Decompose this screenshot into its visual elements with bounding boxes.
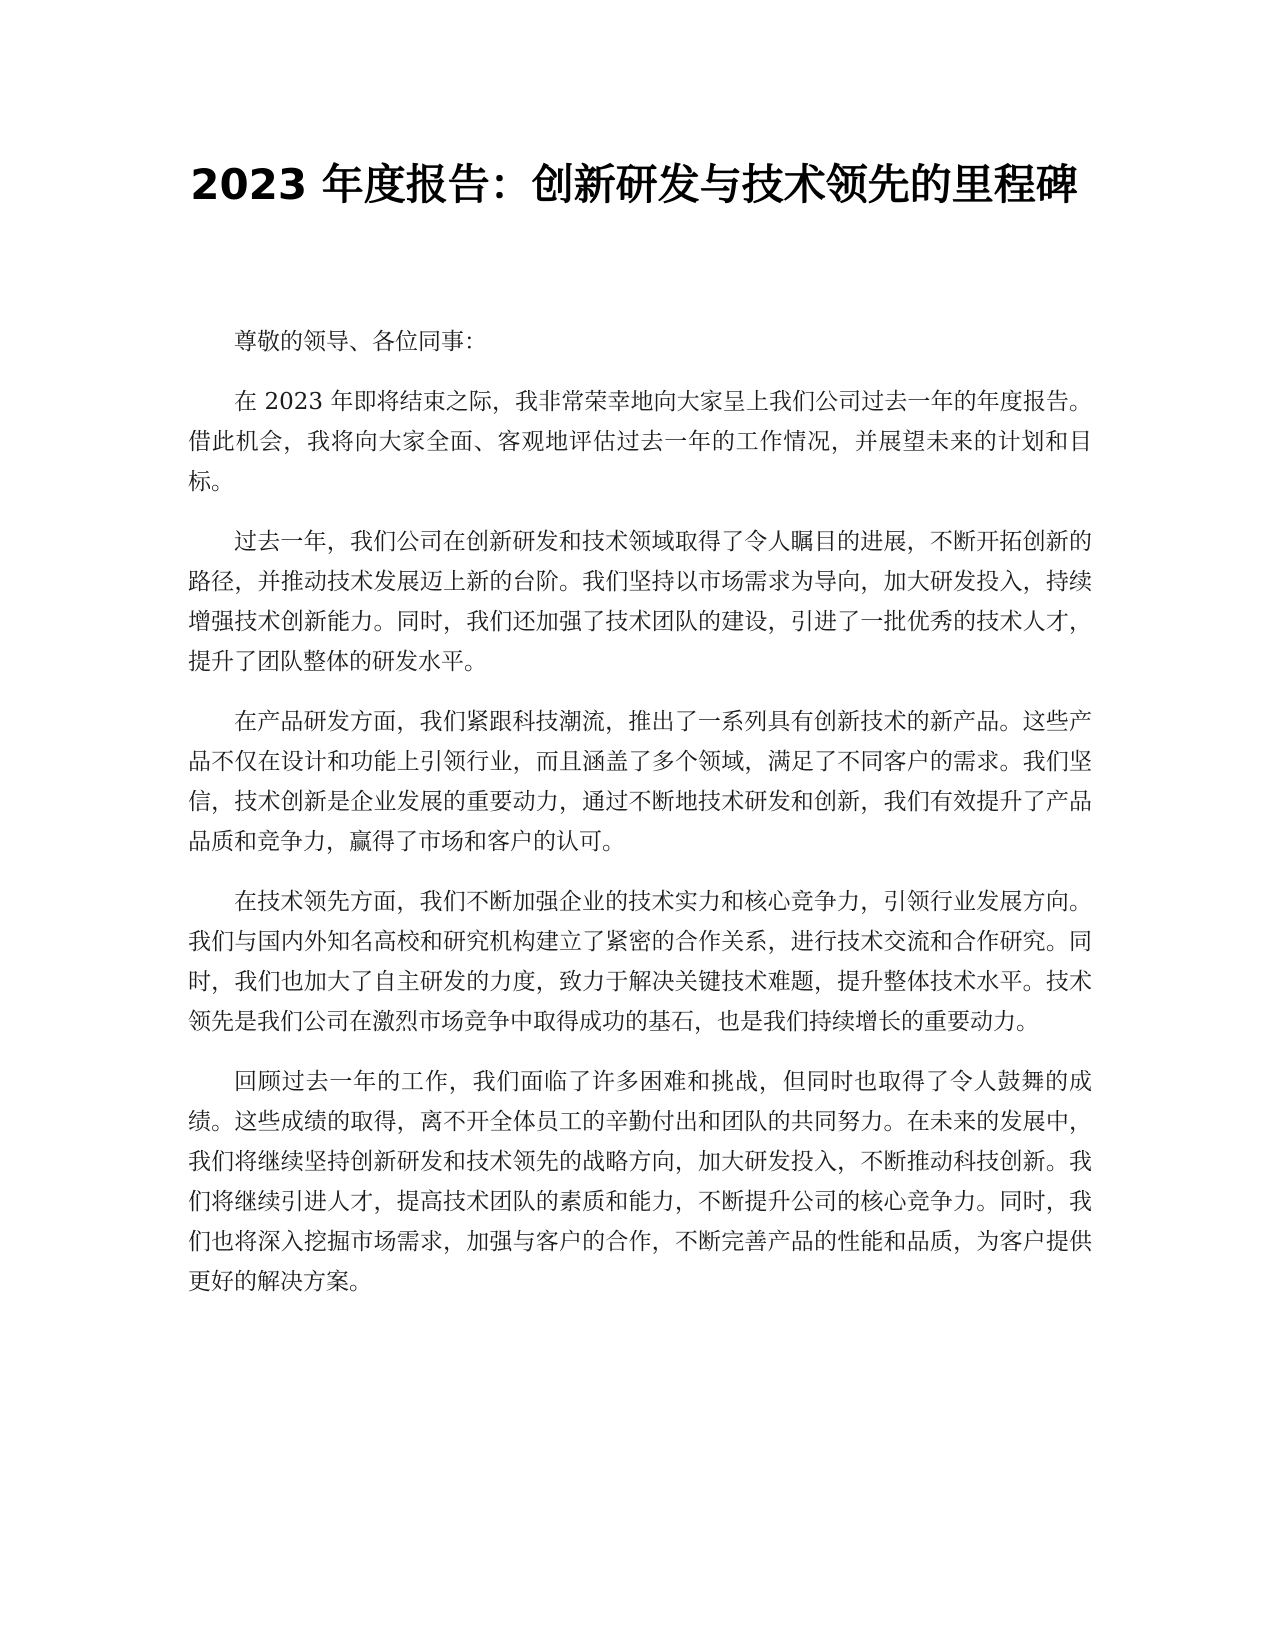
paragraph-4: 在技术领先方面，我们不断加强企业的技术实力和核心竞争力，引领行业发展方向。我们与国内外知名高校和研究机构建立了紧密的合作关系，进行技术交流和合作研究。同时，我们也加大了自主研发的力度，致力于解决关键技术难题，提升整体技术水平。技术领先是我们公司在激烈市场竞争中取得成功的基石，也是我们持续增长的重要动力。 — [188, 889, 1092, 1035]
salutation: 尊敬的领导、各位同事： — [234, 329, 487, 355]
paragraph-3: 在产品研发方面，我们紧跟科技潮流，推出了一系列具有创新技术的新产品。这些产品不仅在设计和功能上引领行业，而且涵盖了多个领域，满足了不同客户的需求。我们坚信，技术创新是企业发展的重要动力，通过不断地技术研发和创新，我们有效提升了产品品质和竞争力，赢得了市场和客户的认可。 — [188, 709, 1092, 855]
document-title: 2023 年度报告：创新研发与技术领先的里程碑 — [190, 160, 1078, 209]
paragraph-2: 过去一年，我们公司在创新研发和技术领域取得了令人瞩目的进展，不断开拓创新的路径，并推动技术发展迈上新的台阶。我们坚持以市场需求为导向，加大研发投入，持续增强技术创新能力。同时，我们还加强了技术团队的建设，引进了一批优秀的技术人才，提升了团队整体的研发水平。 — [188, 529, 1092, 675]
paragraph-5: 回顾过去一年的工作，我们面临了许多困难和挑战，但同时也取得了令人鼓舞的成绩。这些成绩的取得，离不开全体员工的辛勤付出和团队的共同努力。在未来的发展中，我们将继续坚持创新研发和技术领先的战略方向，加大研发投入，不断推动科技创新。我们将继续引进人才，提高技术团队的素质和能力，不断提升公司的核心竞争力。同时，我们也将深入挖掘市场需求，加强与客户的合作，不断完善产品的性能和品质，为客户提供更好的解决方案。 — [188, 1069, 1092, 1295]
document-body — [188, 322, 1092, 1322]
paragraph-1: 在 2023 年即将结束之际，我非常荣幸地向大家呈上我们公司过去一年的年度报告。借此机会，我将向大家全面、客观地评估过去一年的工作情况，并展望未来的计划和目标。 — [188, 389, 1092, 495]
